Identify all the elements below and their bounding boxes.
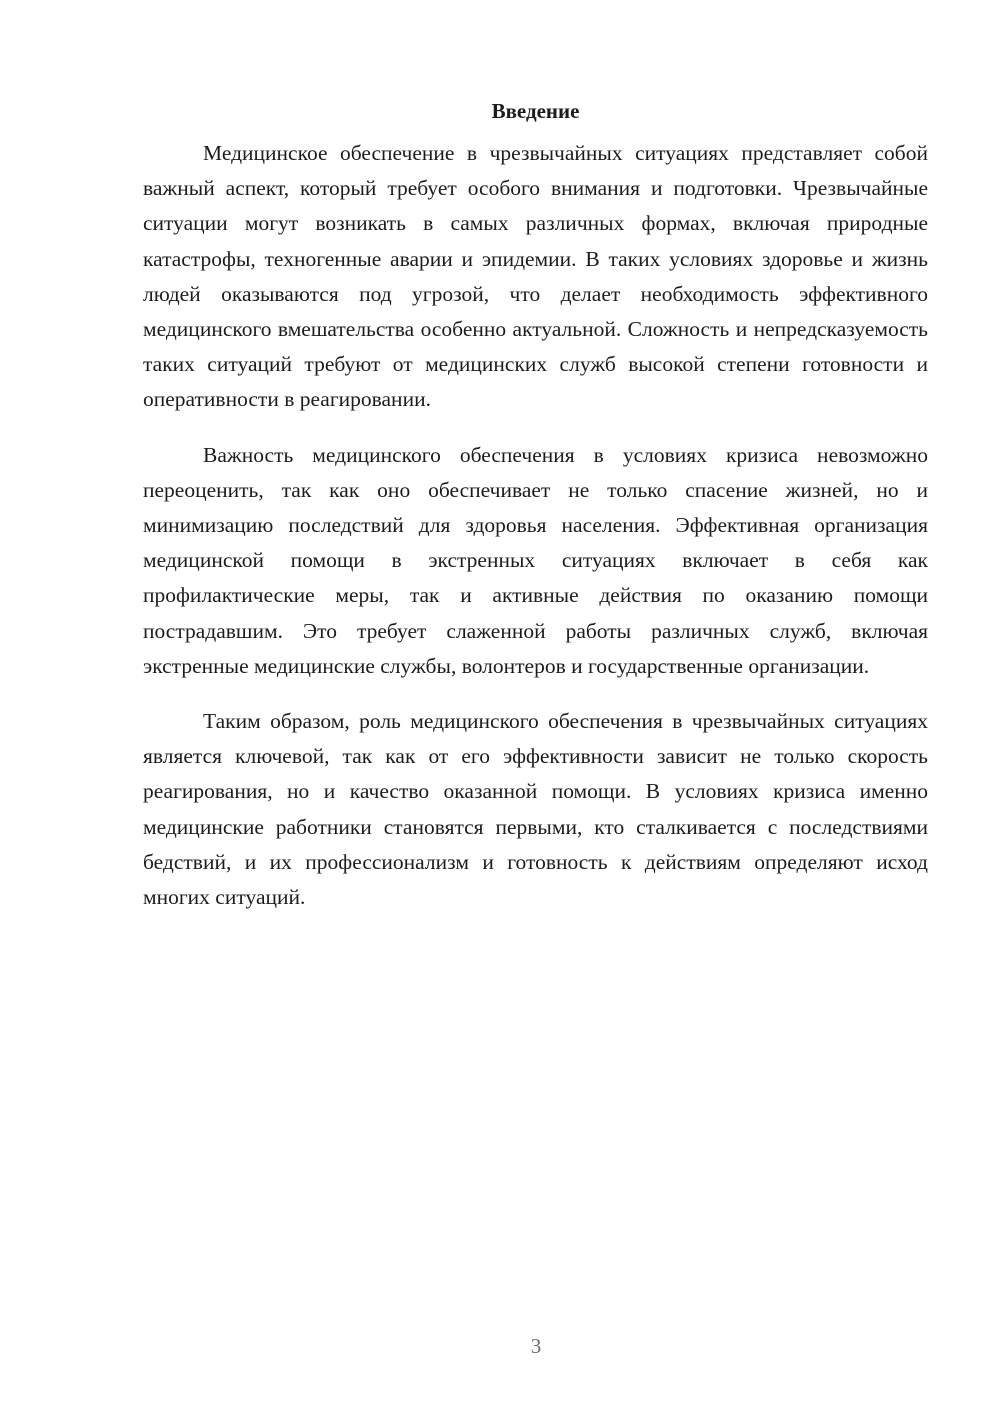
paragraph-1: Медицинское обеспечение в чрезвычайных ситуациях представляет собой важный аспект, который требует особого внимания и подготовки. Чрезвычайные ситуации могут возникать в самых различных формах, включая природные катастрофы, техногенные аварии и эпидемии. В таких условиях здоровье и жизнь людей оказываются под угрозой, что делает необходимость эффективного медицинского вмешательства особенно актуальной. Сложность и непредсказуемость таких ситуаций требуют от медицинских служб высокой степени готовности и оперативности в реагировании.: [143, 141, 928, 412]
page-number: 3: [530, 1334, 542, 1358]
page-content: [143, 97, 928, 935]
paragraph-3: Таким образом, роль медицинского обеспечения в чрезвычайных ситуациях является ключевой, так как от его эффективности зависит не только скорость реагирования, но и качество оказанной помощи. В условиях кризиса именно медицинские работники становятся первыми, кто сталкивается с последствиями бедствий, и их профессионализм и готовность к действиям определяют исход многих ситуаций.: [143, 709, 928, 910]
paragraph-2: Важность медицинского обеспечения в условиях кризиса невозможно переоценить, так как оно обеспечивает не только спасение жизней, но и минимизацию последствий для здоровья населения. Эффективная организация медицинской помощи в экстренных ситуациях включает в себя как профилактические меры, так и активные действия по оказанию помощи пострадавшим. Это требует слаженной работы различных служб, включая экстренные медицинские службы, волонтеров и государственные организации.: [143, 442, 928, 678]
section-title: Введение: [491, 99, 580, 123]
